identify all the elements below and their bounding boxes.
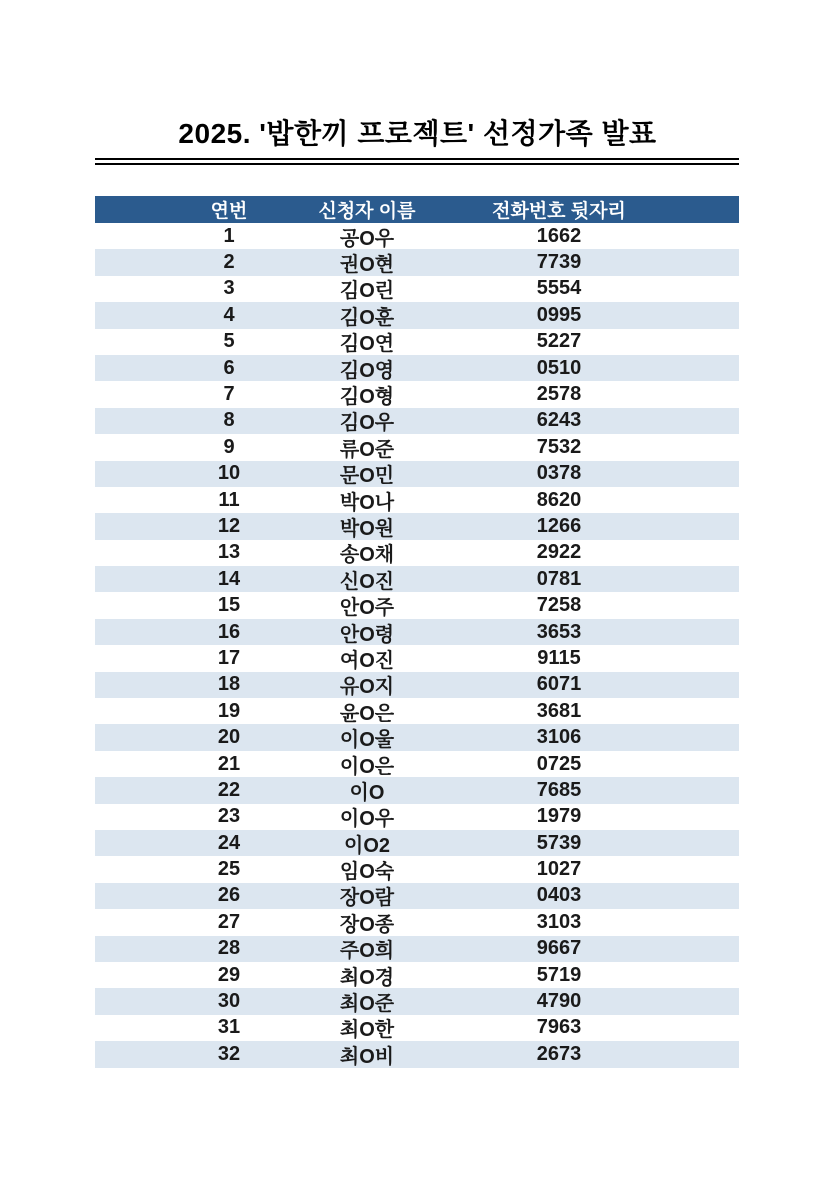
phone-last-digits: 7739	[536, 251, 582, 274]
applicant-name: 김O영	[339, 359, 395, 382]
applicant-name: 유O지	[339, 676, 395, 699]
row-number: 32	[217, 1042, 241, 1065]
table-row	[95, 645, 739, 671]
table-row	[95, 830, 739, 856]
table-body	[95, 223, 739, 1068]
table-row	[95, 302, 739, 328]
table-row	[95, 619, 739, 645]
applicant-name: 안O령	[339, 623, 395, 646]
phone-last-digits: 1662	[536, 224, 582, 247]
phone-last-digits: 2578	[536, 383, 582, 406]
table-row	[95, 513, 739, 539]
phone-last-digits: 3103	[536, 910, 582, 933]
phone-last-digits: 5719	[536, 963, 582, 986]
row-number: 5	[223, 330, 235, 353]
table-row	[95, 804, 739, 830]
row-number: 15	[217, 594, 241, 617]
table-row	[95, 592, 739, 618]
phone-last-digits: 3653	[536, 620, 582, 643]
applicant-name: 장O종	[339, 913, 395, 936]
phone-last-digits: 7963	[536, 1016, 582, 1039]
applicant-name: 류O준	[339, 438, 395, 461]
table-row	[95, 698, 739, 724]
title-divider-rule	[95, 158, 739, 165]
applicant-name: 이O은	[339, 755, 395, 778]
applicant-name: 이O	[349, 781, 385, 804]
column-header-applicant-name: 신청자 이름	[318, 201, 416, 222]
applicant-name: 여O진	[339, 649, 395, 672]
phone-last-digits: 0403	[536, 884, 582, 907]
table-row	[95, 329, 739, 355]
table-row	[95, 408, 739, 434]
row-number: 7	[223, 383, 235, 406]
table-row	[95, 909, 739, 935]
table-row	[95, 777, 739, 803]
row-number: 19	[217, 699, 241, 722]
selection-table	[95, 196, 739, 1068]
row-number: 30	[217, 990, 241, 1013]
applicant-name: 윤O은	[339, 702, 395, 725]
phone-last-digits: 9115	[537, 646, 581, 669]
row-number: 21	[217, 752, 241, 775]
row-number: 1	[223, 224, 235, 247]
applicant-name: 최O비	[339, 1045, 395, 1068]
phone-last-digits: 3106	[536, 726, 582, 749]
table-row	[95, 355, 739, 381]
table-row	[95, 1015, 739, 1041]
applicant-name: 안O주	[339, 597, 395, 620]
applicant-name: 주O희	[339, 940, 395, 963]
applicant-name: 김O형	[339, 386, 395, 409]
applicant-name: 장O람	[339, 887, 395, 910]
applicant-name: 김O우	[339, 412, 395, 435]
row-number: 9	[223, 435, 235, 458]
row-number: 13	[217, 541, 241, 564]
phone-last-digits: 0995	[536, 303, 582, 326]
phone-last-digits: 2673	[536, 1042, 582, 1065]
applicant-name: 문O민	[339, 465, 395, 488]
table-row	[95, 751, 739, 777]
phone-last-digits: 8620	[536, 488, 582, 511]
row-number: 8	[223, 409, 235, 432]
phone-last-digits: 0781	[536, 567, 582, 590]
row-number: 17	[217, 646, 241, 669]
applicant-name: 김O훈	[339, 306, 395, 329]
phone-last-digits: 5739	[536, 831, 582, 854]
phone-last-digits: 7532	[536, 435, 582, 458]
applicant-name: 김O연	[339, 333, 395, 356]
table-row	[95, 962, 739, 988]
phone-last-digits: 2922	[536, 541, 582, 564]
table-row	[95, 540, 739, 566]
phone-last-digits: 6243	[536, 409, 582, 432]
applicant-name: 최O한	[339, 1019, 395, 1042]
row-number: 29	[217, 963, 241, 986]
table-row	[95, 487, 739, 513]
phone-last-digits: 5227	[536, 330, 582, 353]
applicant-name: 신O진	[339, 570, 395, 593]
row-number: 25	[217, 858, 241, 881]
applicant-name: 공O우	[339, 227, 395, 250]
row-number: 16	[217, 620, 241, 643]
phone-last-digits: 1979	[536, 805, 582, 828]
table-row	[95, 988, 739, 1014]
row-number: 14	[217, 567, 241, 590]
row-number: 26	[217, 884, 241, 907]
table-row	[95, 724, 739, 750]
row-number: 10	[217, 462, 241, 485]
phone-last-digits: 1027	[536, 858, 582, 881]
table-row	[95, 249, 739, 275]
phone-last-digits: 6071	[536, 673, 582, 696]
table-row	[95, 566, 739, 592]
row-number: 6	[223, 356, 235, 379]
row-number: 18	[217, 673, 241, 696]
table-row	[95, 883, 739, 909]
applicant-name: 이O2	[344, 834, 390, 857]
row-number: 22	[217, 778, 241, 801]
phone-last-digits: 0378	[536, 462, 582, 485]
phone-last-digits: 4790	[536, 990, 582, 1013]
row-number: 12	[217, 514, 241, 537]
row-number: 2	[223, 251, 235, 274]
applicant-name: 박O원	[339, 518, 395, 540]
table-row	[95, 276, 739, 302]
phone-last-digits: 3681	[536, 699, 582, 722]
table-row	[95, 1041, 739, 1067]
row-number: 3	[223, 277, 235, 300]
applicant-name: 임O숙	[339, 861, 395, 884]
phone-last-digits: 1266	[536, 514, 582, 537]
applicant-name: 송O채	[339, 544, 395, 567]
table-row	[95, 381, 739, 407]
row-number: 27	[217, 910, 241, 933]
column-header-number: 연번	[210, 201, 248, 222]
row-number: 31	[217, 1016, 241, 1039]
applicant-name: 최O경	[339, 966, 395, 989]
row-number: 11	[218, 488, 240, 511]
phone-last-digits: 7685	[536, 778, 582, 801]
phone-last-digits: 5554	[536, 277, 582, 300]
phone-last-digits: 0510	[536, 356, 582, 379]
row-number: 20	[217, 726, 241, 749]
page-title: 2025. '밥한끼 프로젝트' 선정가족 발표	[178, 118, 657, 149]
applicant-name: 이O우	[339, 808, 395, 831]
row-number: 23	[217, 805, 241, 828]
applicant-name: 이O울	[339, 729, 395, 752]
column-header-phone-last-digits: 전화번호 뒷자리	[492, 201, 626, 222]
applicant-name: 권O현	[339, 254, 395, 277]
table-header-row	[95, 196, 739, 223]
row-number: 28	[217, 937, 241, 960]
row-number: 24	[217, 831, 241, 854]
applicant-name: 박O나	[339, 491, 395, 514]
table-row	[95, 461, 739, 487]
table-row	[95, 434, 739, 460]
phone-last-digits: 7258	[536, 594, 582, 617]
table-row	[95, 223, 739, 249]
applicant-name: 김O린	[339, 280, 395, 303]
table-row	[95, 672, 739, 698]
applicant-name: 최O준	[339, 993, 395, 1016]
phone-last-digits: 0725	[536, 752, 582, 775]
row-number: 4	[223, 303, 235, 326]
phone-last-digits: 9667	[536, 937, 582, 960]
table-row	[95, 936, 739, 962]
table-row	[95, 856, 739, 882]
